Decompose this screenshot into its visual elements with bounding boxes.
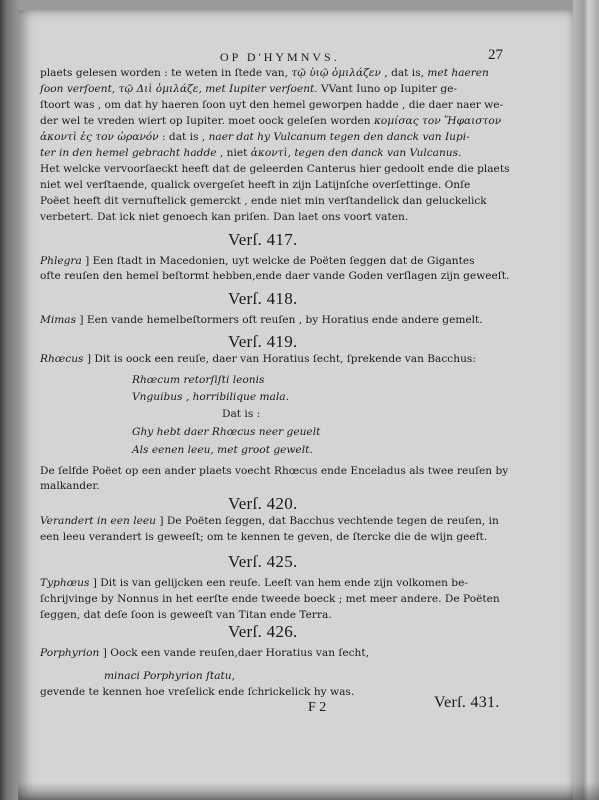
- text-line: ἀκοντὶ ἐς τον ὠρανόν : dat is , naer dat hy Vulcanum tegen den danck van Iupi-: [40, 131, 470, 143]
- verse-heading: Verſ. 418.: [228, 289, 298, 308]
- dat-is-label: Dat is :: [222, 408, 261, 420]
- text-line: ofte reuſen den hemel beſtormt hebben,ende daer vande Goden verſlagen zijn geweeſt.: [40, 270, 510, 282]
- text-line: een leeu verandert is geweeſt; om te kennen te geven, de ſtercke die de wijn geeft.: [40, 531, 488, 543]
- text-line: Rhœcus ] Dit is oock een reuſe, daer van Horatius ſecht, ſprekende van Bacchus:: [40, 353, 476, 365]
- translation-line: Ghy hebt daer Rhœcus neer geuelt: [132, 426, 321, 438]
- page-edge: [573, 0, 599, 800]
- text-line: malkander.: [40, 480, 100, 492]
- page-number: 27: [488, 47, 503, 63]
- verse-heading: Verſ. 419.: [228, 332, 298, 351]
- text-line: verbetert. Dat ick niet genoech kan priſen. Dan laet ons voort vaten.: [40, 211, 409, 223]
- text-line: gevende te kennen hoe vreſelick ende ſchrickelick hy was.: [40, 686, 355, 698]
- translation-line: Als eenen leeu, met groot gewelt.: [132, 444, 313, 456]
- text-line: Typhœus ] Dit is van gelijcken een reuſe. Leeſt van hem ende zijn volkomen be-: [40, 577, 468, 589]
- text-line: Mimas ] Een vande hemelbeſtormers oft reuſen , by Horatius ende andere gemelt.: [40, 314, 483, 326]
- running-head: OP D'HYMNVS.: [220, 50, 340, 64]
- text-line: ſeggen, dat deſe ſoon is geweeſt van Titan ende Terra.: [40, 609, 332, 621]
- latin-quote-line: Rhœcum retorſiſti leonis: [132, 374, 265, 386]
- text-line: ſoon verſoent, τῷ Διὶ ὁμιλάζε, met Iupiter verſoent. VVant Iuno op Iupiter ge-: [40, 83, 457, 95]
- latin-quote-line: minaci Porphyrion ſtatu,: [104, 670, 235, 682]
- text-line: niet wel verſtaende, qualick overgeſet heeft in zijn Latijnſche overſettinge. Onſe: [40, 179, 471, 191]
- book-page: [18, 10, 573, 800]
- text-line: der wel te vreden wiert op Iupiter. moet oock geleſen worden κομίσας τον Ἥφαιστον: [40, 115, 502, 127]
- text-line: ter in den hemel gebracht hadde , niet ἀκοντὶ, tegen den danck van Vulcanus.: [40, 147, 462, 159]
- text-line: Porphyrion ] Oock een vande reuſen,daer Horatius van ſecht,: [40, 647, 369, 659]
- text-line: ſtoort was , om dat hy haeren ſoon uyt den hemel geworpen hadde , die daer naer we-: [40, 99, 504, 111]
- verse-heading: Verſ. 420.: [228, 494, 298, 513]
- page-bottom-shadow: [18, 782, 599, 800]
- text-line: De ſelfde Poëet op een ander plaets voecht Rhœcus ende Enceladus als twee reuſen by: [40, 465, 509, 477]
- latin-quote-line: Vnguibus , horribilique mala.: [132, 391, 289, 403]
- signature-mark: F 2: [308, 700, 327, 715]
- catchword: Verſ. 431.: [434, 694, 500, 711]
- text-line: Verandert in een leeu ] De Poëten ſeggen, dat Bacchus vechtende tegen de reuſen, in: [40, 515, 499, 527]
- verse-heading: Verſ. 426.: [228, 622, 298, 641]
- text-line: Poëet heeft dit vernuftelick gemerckt , ende niet min verſtandelick dan geluckelick: [40, 195, 487, 207]
- text-line: Het welcke vervoorſaeckt heeft dat de geleerden Canterus hier gedoolt ende die plaets: [40, 163, 510, 175]
- verse-heading: Verſ. 417.: [228, 230, 298, 249]
- text-line: ſchrijvinge by Nonnus in het eerſte ende tweede boeck ; met meer andere. De Poëten: [40, 593, 500, 605]
- verse-heading: Verſ. 425.: [228, 552, 298, 571]
- text-line: plaets gelesen worden : te weten in ſtede van, τῷ ὑιῷ ὁμιλάζεν , dat is, met haeren: [40, 67, 489, 79]
- text-line: Phlegra ] Een ſtadt in Macedonien, uyt welcke de Poëten ſeggen dat de Gigantes: [40, 255, 475, 267]
